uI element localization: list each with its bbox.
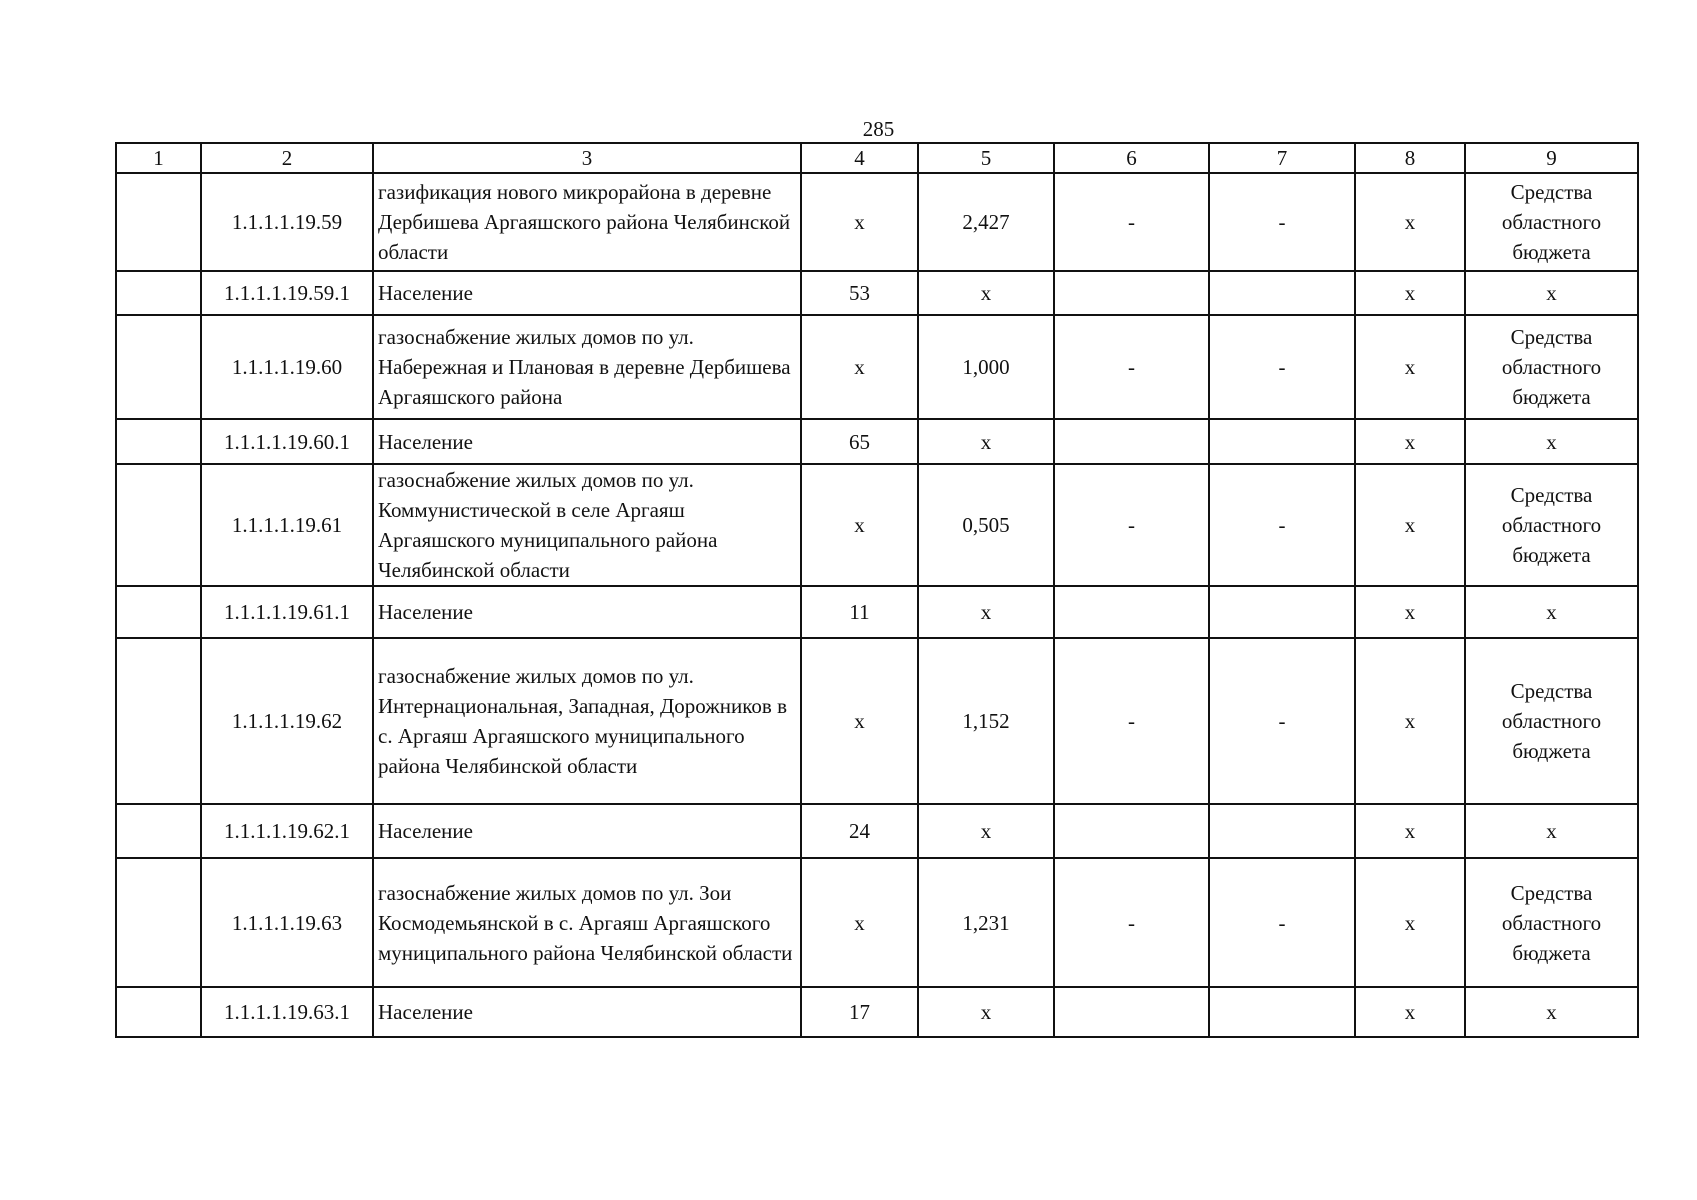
cell-col6 xyxy=(1054,271,1209,315)
cell-col4: 65 xyxy=(801,419,918,464)
cell-col1 xyxy=(116,987,201,1037)
table-row xyxy=(116,638,1638,804)
cell-col6: - xyxy=(1054,638,1209,804)
cell-col4: x xyxy=(801,858,918,987)
cell-col5: x xyxy=(918,419,1054,464)
cell-col8: x xyxy=(1355,419,1465,464)
header-cell: 6 xyxy=(1054,143,1209,173)
cell-col7 xyxy=(1209,586,1355,638)
table-row xyxy=(116,804,1638,858)
header-row xyxy=(116,143,1638,173)
cell-col4: x xyxy=(801,638,918,804)
cell-col4: x xyxy=(801,173,918,271)
cell-col8: x xyxy=(1355,804,1465,858)
table-row xyxy=(116,271,1638,315)
cell-code: 1.1.1.1.19.62 xyxy=(201,638,373,804)
cell-description: Население xyxy=(373,987,801,1037)
header-cell: 8 xyxy=(1355,143,1465,173)
cell-col1 xyxy=(116,315,201,419)
cell-code: 1.1.1.1.19.61 xyxy=(201,464,373,586)
cell-col8: x xyxy=(1355,464,1465,586)
cell-col8: x xyxy=(1355,315,1465,419)
table-row xyxy=(116,173,1638,271)
header-cell: 3 xyxy=(373,143,801,173)
cell-col7: - xyxy=(1209,315,1355,419)
header-cell: 9 xyxy=(1465,143,1638,173)
cell-description: газоснабжение жилых домов по ул. Коммунистической в селе Аргаяш Аргаяшского муниципального района Челябинской области xyxy=(373,464,801,586)
cell-funding-source: x xyxy=(1465,804,1638,858)
cell-description: газоснабжение жилых домов по ул. Интернациональная, Западная, Дорожников в с. Аргаяш Аргаяшского муниципального района Челябинской области xyxy=(373,638,801,804)
cell-col5: x xyxy=(918,586,1054,638)
cell-col8: x xyxy=(1355,586,1465,638)
cell-col1 xyxy=(116,804,201,858)
cell-funding-source: Средства областного бюджета xyxy=(1465,173,1638,271)
cell-col7 xyxy=(1209,419,1355,464)
header-cell: 4 xyxy=(801,143,918,173)
cell-col5: 0,505 xyxy=(918,464,1054,586)
cell-col6 xyxy=(1054,804,1209,858)
cell-funding-source: x xyxy=(1465,419,1638,464)
cell-col6: - xyxy=(1054,315,1209,419)
cell-funding-source: x xyxy=(1465,586,1638,638)
cell-col4: x xyxy=(801,315,918,419)
cell-col7: - xyxy=(1209,638,1355,804)
table-row xyxy=(116,987,1638,1037)
cell-col5: x xyxy=(918,271,1054,315)
cell-col7: - xyxy=(1209,858,1355,987)
cell-description: газоснабжение жилых домов по ул. Зои Космодемьянской в с. Аргаяш Аргаяшского муниципального района Челябинской области xyxy=(373,858,801,987)
cell-funding-source: x xyxy=(1465,271,1638,315)
cell-col1 xyxy=(116,586,201,638)
table-row xyxy=(116,464,1638,586)
cell-col6 xyxy=(1054,987,1209,1037)
cell-col1 xyxy=(116,638,201,804)
cell-col5: x xyxy=(918,804,1054,858)
cell-col4: x xyxy=(801,464,918,586)
cell-funding-source: x xyxy=(1465,987,1638,1037)
cell-col5: x xyxy=(918,987,1054,1037)
cell-col1 xyxy=(116,464,201,586)
cell-col4: 11 xyxy=(801,586,918,638)
cell-col7: - xyxy=(1209,173,1355,271)
cell-col6: - xyxy=(1054,858,1209,987)
cell-col7 xyxy=(1209,987,1355,1037)
cell-col5: 2,427 xyxy=(918,173,1054,271)
cell-col8: x xyxy=(1355,271,1465,315)
cell-col1 xyxy=(116,271,201,315)
cell-code: 1.1.1.1.19.59.1 xyxy=(201,271,373,315)
cell-code: 1.1.1.1.19.63 xyxy=(201,858,373,987)
cell-col1 xyxy=(116,419,201,464)
cell-code: 1.1.1.1.19.60.1 xyxy=(201,419,373,464)
cell-code: 1.1.1.1.19.60 xyxy=(201,315,373,419)
cell-description: газоснабжение жилых домов по ул. Набережная и Плановая в деревне Дербишева Аргаяшского района xyxy=(373,315,801,419)
cell-col4: 53 xyxy=(801,271,918,315)
table-row xyxy=(116,586,1638,638)
cell-col6: - xyxy=(1054,173,1209,271)
cell-col7 xyxy=(1209,804,1355,858)
cell-funding-source: Средства областного бюджета xyxy=(1465,858,1638,987)
page-number: 285 xyxy=(862,117,895,141)
cell-funding-source: Средства областного бюджета xyxy=(1465,315,1638,419)
cell-col5: 1,231 xyxy=(918,858,1054,987)
cell-code: 1.1.1.1.19.61.1 xyxy=(201,586,373,638)
cell-col1 xyxy=(116,858,201,987)
cell-description: Население xyxy=(373,804,801,858)
cell-col1 xyxy=(116,173,201,271)
cell-col8: x xyxy=(1355,987,1465,1037)
table-row xyxy=(116,419,1638,464)
table-row xyxy=(116,315,1638,419)
cell-col8: x xyxy=(1355,858,1465,987)
cell-description: газификация нового микрорайона в деревне Дербишева Аргаяшского района Челябинской области xyxy=(373,173,801,271)
header-cell: 2 xyxy=(201,143,373,173)
header-cell: 5 xyxy=(918,143,1054,173)
cell-code: 1.1.1.1.19.62.1 xyxy=(201,804,373,858)
cell-col6: - xyxy=(1054,464,1209,586)
cell-col4: 24 xyxy=(801,804,918,858)
table-row xyxy=(116,858,1638,987)
cell-funding-source: Средства областного бюджета xyxy=(1465,638,1638,804)
cell-col6 xyxy=(1054,586,1209,638)
cell-code: 1.1.1.1.19.59 xyxy=(201,173,373,271)
cell-col8: x xyxy=(1355,638,1465,804)
header-cell: 1 xyxy=(116,143,201,173)
cell-code: 1.1.1.1.19.63.1 xyxy=(201,987,373,1037)
cell-col8: x xyxy=(1355,173,1465,271)
cell-col6 xyxy=(1054,419,1209,464)
cell-funding-source: Средства областного бюджета xyxy=(1465,464,1638,586)
cell-col4: 17 xyxy=(801,987,918,1037)
header-cell: 7 xyxy=(1209,143,1355,173)
cell-col7 xyxy=(1209,271,1355,315)
cell-description: Население xyxy=(373,419,801,464)
cell-col5: 1,000 xyxy=(918,315,1054,419)
cell-col5: 1,152 xyxy=(918,638,1054,804)
data-table xyxy=(115,142,1639,1038)
cell-description: Население xyxy=(373,271,801,315)
cell-description: Население xyxy=(373,586,801,638)
cell-col7: - xyxy=(1209,464,1355,586)
